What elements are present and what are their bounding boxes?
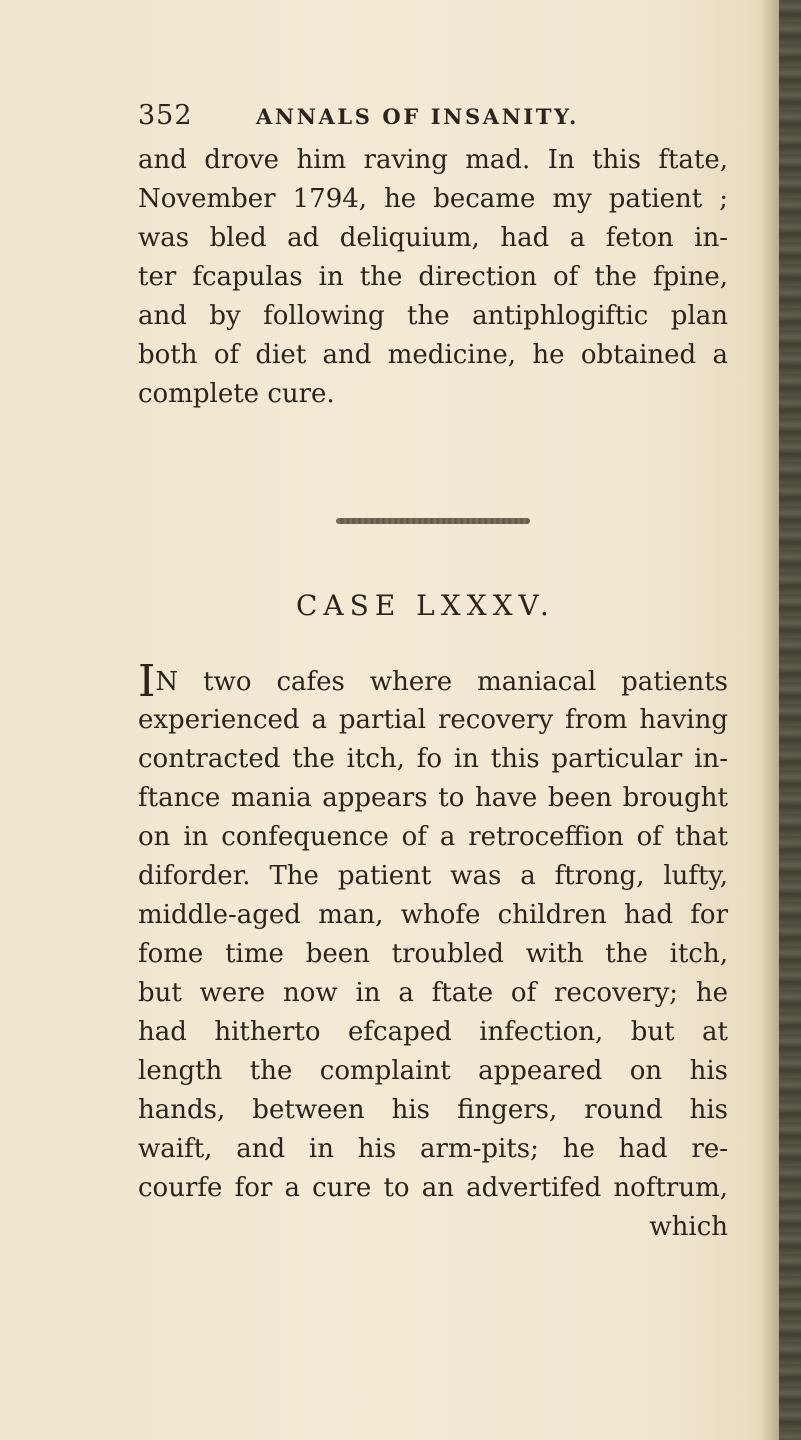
text-line: November 1794, he became my patient ; — [138, 184, 728, 214]
text-line: and drove him raving mad. In this ftate, — [138, 145, 728, 175]
drop-cap: I — [138, 656, 156, 707]
text-line: but were now in a ftate of recovery; he — [138, 978, 728, 1008]
text-line: diforder. The patient was a ftrong, lufty, — [138, 861, 728, 891]
text-line: hands, between his fingers, round his — [138, 1095, 728, 1125]
text-line: fome time been troubled with the itch, — [138, 939, 728, 969]
text-line: both of diet and medicine, he obtained a — [138, 340, 728, 370]
text-line: contracted the itch, fo in this particular in- — [138, 744, 728, 774]
book-edge — [779, 0, 801, 1440]
page-header — [138, 100, 738, 140]
text-line: had hitherto efcaped infection, but at — [138, 1017, 728, 1047]
text-line: waift, and in his arm-pits; he had re- — [138, 1134, 728, 1164]
text-line: ftance mania appears to have been brought — [138, 783, 728, 813]
text-line: middle-aged man, whofe children had for — [138, 900, 728, 930]
text-line: ter fcapulas in the direction of the fpine, — [138, 262, 728, 292]
text-line: experienced a partial recovery from having — [138, 705, 728, 735]
top-paragraph — [138, 141, 728, 414]
text-line: on in confequence of a retroceffion of that — [138, 822, 728, 852]
case-heading: CASE LXXXV. — [296, 589, 555, 622]
catchword: which — [649, 1212, 728, 1242]
first-line-text: N two cafes where maniacal patients — [155, 667, 728, 697]
section-divider — [336, 518, 530, 524]
running-head: ANNALS OF INSANITY. — [256, 104, 579, 129]
first-line — [138, 656, 728, 707]
text-line: and by following the antiphlogiftic plan — [138, 301, 728, 331]
page-edge-shadow — [761, 0, 779, 1440]
text-line: courfe for a cure to an advertifed noftrum, — [138, 1173, 728, 1203]
page-number: 352 — [138, 100, 193, 131]
case-paragraph — [138, 656, 728, 1247]
text-line: complete cure. — [138, 379, 335, 409]
text-line: length the complaint appeared on his — [138, 1056, 728, 1086]
text-line: was bled ad deliquium, had a feton in- — [138, 223, 728, 253]
